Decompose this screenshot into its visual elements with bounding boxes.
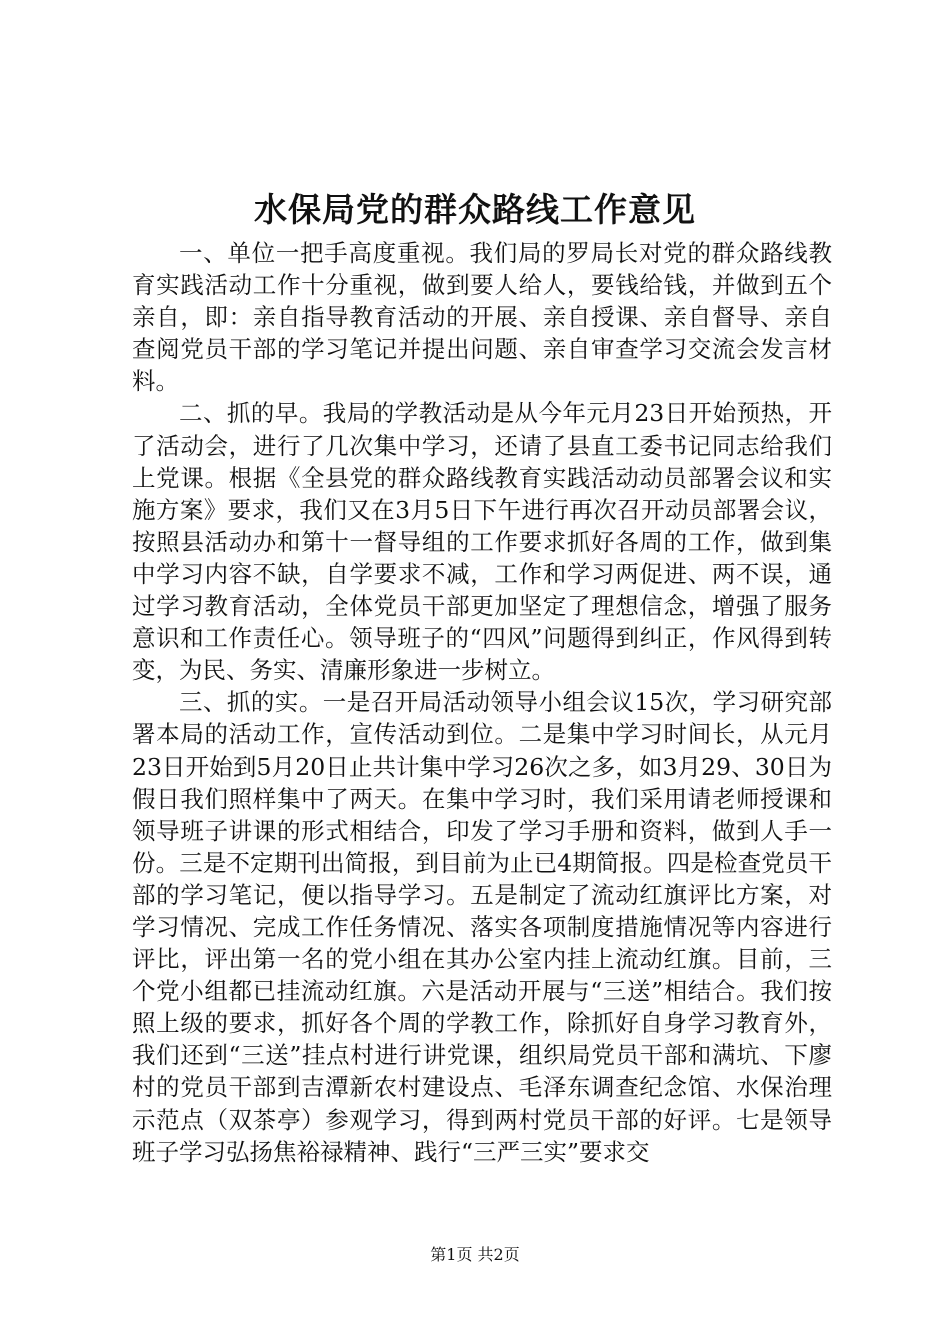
page-number-footer: 第1页 共2页 [430, 1245, 520, 1264]
paragraph-3: 三、抓的实。一是召开局活动领导小组会议15次，学习研究部署本局的活动工作，宣传活动到位。二是集中学习时间长，从元月23日开始到5月20日止共计集中学习26次之多，如3月29、30日为假日我们照样集中了两天。在集中学习时，我们采用请老师授课和领导班子讲课的形式相结合，印发了学习手册和资料，做到人手一份。三是不定期刊出简报，到目前为止已4期简报。四是检查党员干部的学习笔记，便以指导学习。五是制定了流动红旗评比方案，对学习情况、完成工作任务情况、落实各项制度措施情况等内容进行评比，评出第一名的党小组在其办公室内挂上流动红旗。目前，三个党小组都已挂流动红旗。六是活动开展与“三送”相结合。我们按照上级的要求，抓好各个周的学教工作，除抓好自身学习教育外，我们还到“三送”挂点村进行讲党课，组织局党员干部和满坑、下廖村的党员干部到吉潭新农村建设点、毛泽东调查纪念馆、水保治理示范点（双茶亭）参观学习，得到两村党员干部的好评。七是领导班子学习弘扬焦裕禄精神、践行“三严三实”要求交 [132, 688, 832, 1166]
paragraph-1: 一、单位一把手高度重视。我们局的罗局长对党的群众路线教育实践活动工作十分重视，做到要人给人，要钱给钱，并做到五个亲自，即：亲自指导教育活动的开展、亲自授课、亲自督导、亲自查阅党员干部的学习笔记并提出问题、亲自审查学习交流会发言材料。 [132, 239, 832, 396]
paragraph-2: 二、抓的早。我局的学教活动是从今年元月23日开始预热，开了活动会，进行了几次集中学习，还请了县直工委书记同志给我们上党课。根据《全县党的群众路线教育实践活动动员部署会议和实施方案》要求，我们又在3月5日下午进行再次召开动员部署会议，按照县活动办和第十一督导组的工作要求抓好各周的工作，做到集中学习内容不缺，自学要求不减，工作和学习两促进、两不误，通过学习教育活动，全体党员干部更加坚定了理想信念，增强了服务意识和工作责任心。领导班子的“四风”问题得到纠正，作风得到转变，为民、务实、清廉形象进一步树立。 [132, 399, 832, 685]
document-body [132, 237, 832, 1168]
document-title: 水保局党的群众路线工作意见 [254, 190, 696, 229]
